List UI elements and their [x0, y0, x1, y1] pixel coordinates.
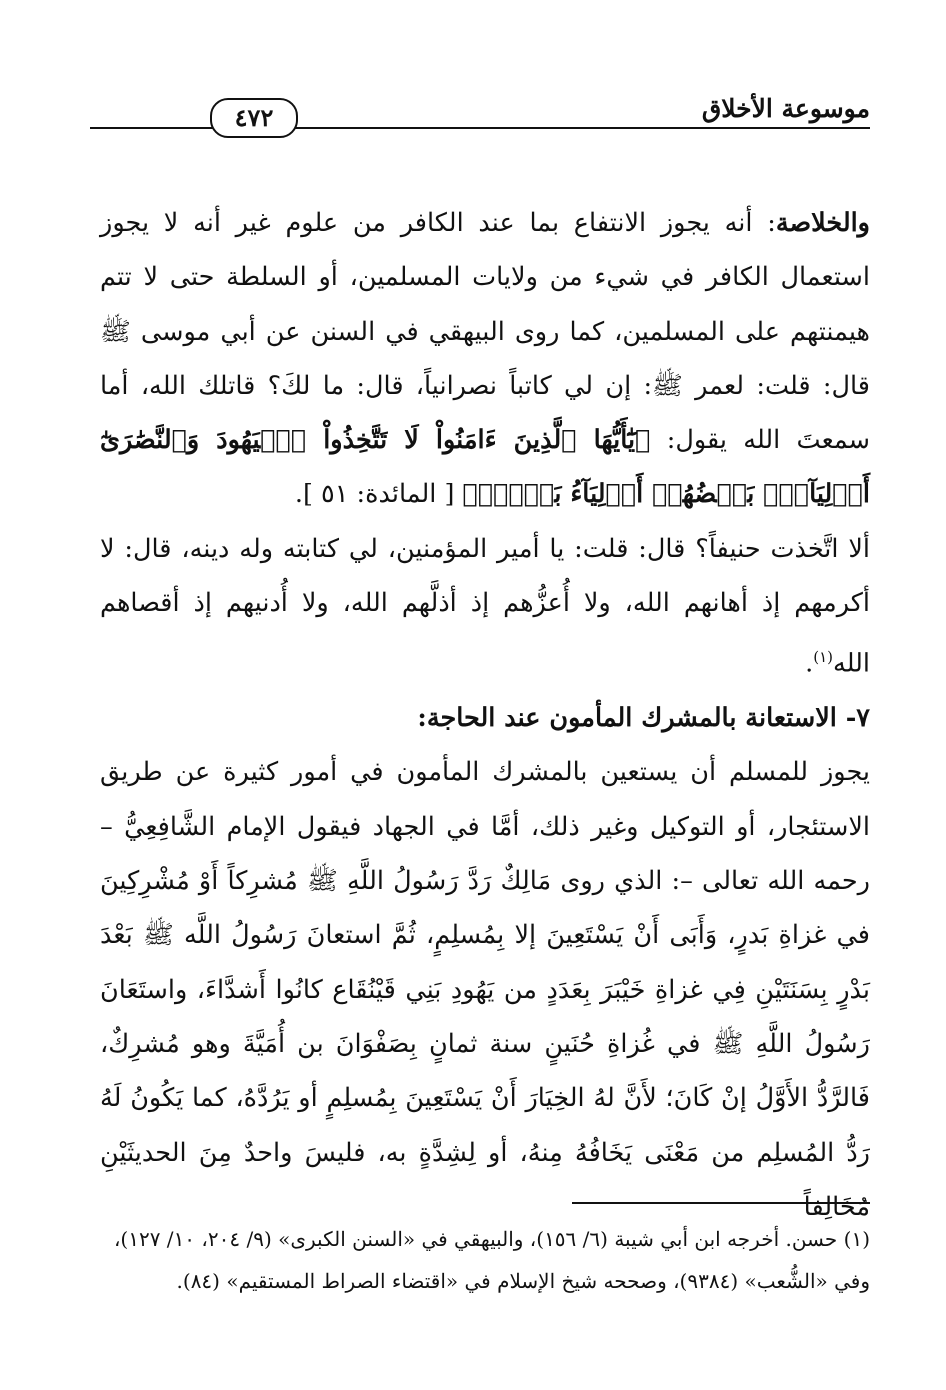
paragraph-section-body: يجوز للمسلم أن يستعين بالمشرك المأمون في أمور كثيرة عن طريق الاستئجار، أو التوكيل وغير ذلك، أمَّا في الجهاد فيقول الإمام الشَّافِعِيُّ – رحمه الله تعالى –: الذي روى مَالِكٌ رَدَّ رَسُولُ اللَّهِ ﷺ مُشرِكاً أَوْ مُشْرِكِينَ في غزاةِ بَدرٍ، وَأَبَى أَنْ يَسْتَعِينَ إلا بِمُسلِمٍ، ثُمَّ استعانَ رَسُولُ اللَّه ﷺ بَعْدَ بَدْرٍ بِسَنَتَيْنِ فِي غزاةِ خَيْبَرَ بِعَدَدٍ من يَهُودِ بَنِي قَيْنُقَاع كانُوا أَشدَّاءَ، واستَعَانَ رَسُولُ اللَّهِ ﷺ في غُزاةِ حُنَينٍ سنة ثمانٍ بِصَفْوَانَ بن أُمَيَّةَ وهو مُشرِكٌ، فَالرَّدُّ الأَوَّلُ إنْ كَانَ؛ لأَنَّ لهُ الخِيَارَ أَنْ يَسْتَعِينَ بِمُسلِمٍ أو يَرُدَّهُ، كما يَكُونُ لَهُ رَدُّ المُسلِم من مَعْنَى يَخَافُهُ مِنهُ، أو لِشِدَّةٍ به، فليسَ واحدٌ مِنَ الحديثَيْنِ مُخَالِفاً: [100, 757, 870, 1222]
footnote-separator: [572, 1202, 870, 1204]
footnote-line-2: وفي «الشُّعب» (٩٣٨٤)، وصححه شيخ الإسلام في «اقتضاء الصراط المستقيم» (٨٤).: [176, 1269, 870, 1293]
verse-reference: [ المائدة: ٥١ ].: [294, 479, 455, 510]
paragraph-summary: [100, 196, 870, 522]
summary-text: : أنه يجوز الانتفاع بما عند الكافر من علوم غير أنه لا يجوز استعمال الكافر في شيء من ولايات المسلمين، أو السلطة حتى لا تتم هيمنتهم على المسلمين، كما روى البيهقي في السنن عن أبي موسى ﷺ قال: قلت: لعمر ﷺ: إن لي كاتباً نصرانياً، قال: ما لكَ؟ قاتلك الله، أما سمعتَ الله يقول:: [100, 208, 870, 456]
paragraph-narration: [100, 522, 870, 691]
footnote-line-1: (١) حسن. أخرجه ابن أبي شيبة (٦/ ١٥٦)، والبيهقي في «السنن الكبرى» (٩/ ٢٠٤، ١٠/ ١٢٧)،: [113, 1227, 870, 1251]
main-text: [100, 196, 870, 1234]
summary-term: والخلاصة: [775, 208, 870, 238]
footnote-marker: (١): [813, 648, 834, 667]
page-header: [90, 88, 870, 138]
quran-verse: ﴿يَٰٓأَيُّهَا ٱلَّذِينَ ءَامَنُواْ لَا تَتَّخِذُواْ ٱلۡيَهُودَ وَٱلنَّصَٰرَىٰٓ أَوۡلِيَآءَۘ بَعۡضُهُمۡ أَوۡلِيَآءُ بَعۡضٖۚ﴾: [100, 425, 870, 510]
narration-text: ألا اتَّخذت حنيفاً؟ قال: قلت: يا أمير المؤمنين، لي كتابته وله دينه، قال: لا أكرمهم إذ أهانهم الله، ولا أُعزُّهم إذ أذلَّهم الله، ولا أُدنيهم إذ أقصاهم الله: [100, 533, 870, 679]
page-number: ٤٧٢: [210, 98, 298, 138]
narration-end: .: [805, 648, 814, 679]
section-heading: ٧- الاستعانة بالمشرك المأمون عند الحاجة:: [417, 703, 870, 734]
footnotes: [100, 1218, 870, 1302]
header-rule: [90, 127, 870, 129]
book-title: موسوعة الأخلاق: [701, 94, 870, 123]
